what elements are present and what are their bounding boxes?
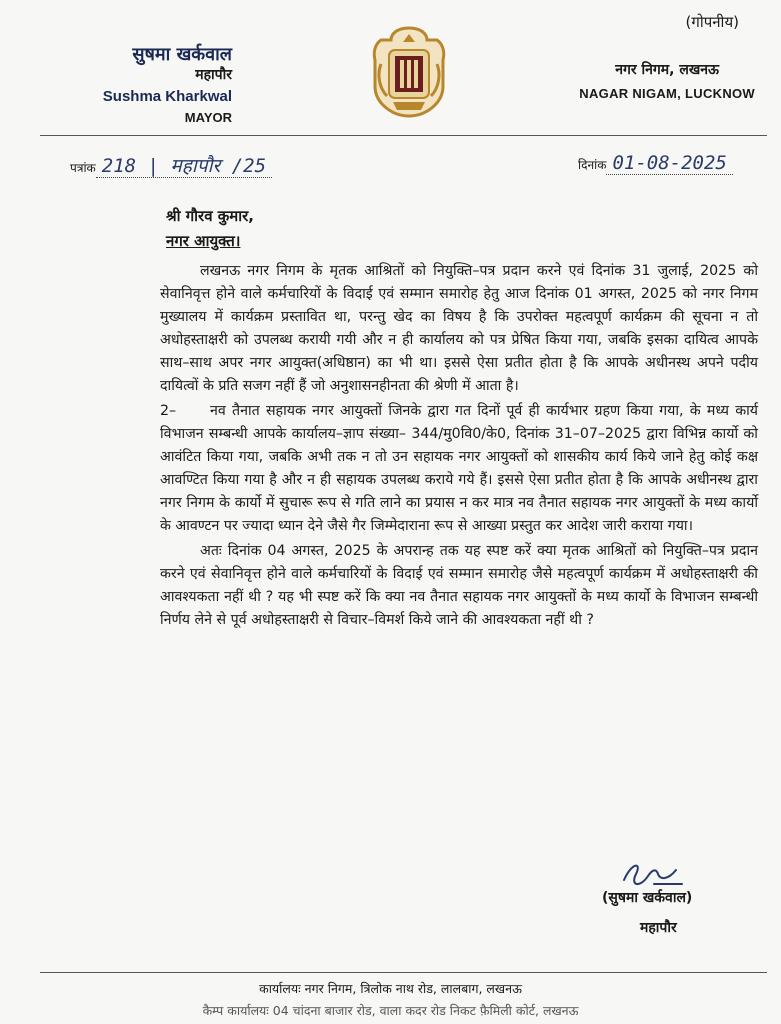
addressee-name: श्री गौरव कुमार, xyxy=(166,207,254,225)
emblem-logo xyxy=(367,24,451,120)
letter-date xyxy=(578,152,733,174)
org-name-hindi: नगर निगम, लखनऊ xyxy=(615,62,720,78)
paragraph-2-text: नव तैनात सहायक नगर आयुक्तों जिनके द्वारा गत दिनों पूर्व ही कार्यभार ग्रहण किया गया, के मध्य कार्य विभाजन सम्बन्धी आपके कार्यालय–ज्ञाप संख्या– 344/मु0वि0/के0, दिनांक 31–07–2025 द्वारा विभिन्न कार्यो को आवंटित किया गया, जबकि अभी तक न तो उन सहायक नगर आयुक्तों को शासकीय कार्य किये जाने हेतु कोई कक्ष आवण्टित किया गया है और न ही सहायक उपलब्ध कराये गये हैं। इससे ऐसा प्रतीत होता है कि आपके अधीनस्थ द्वारा नगर निगम के कार्यो में सुचारू रूप से गति लाने का प्रयास न कर मात्र नव तैनात सहायक नगर आयुक्तों के मध्य कार्यो के आवण्टन पर ज्यादा ध्यान देने जैसे गैर जिम्मेदाराना रूप से आख्या प्रस्तुत कर आदेश जारी कराया गया। xyxy=(160,403,758,534)
organization-block xyxy=(579,58,755,106)
footer-divider xyxy=(40,972,767,973)
sender-designation-hindi: महापौर xyxy=(195,67,232,83)
footer-camp-address: कैम्प कार्यालयः 04 चांदना बाजार रोड, वाला कदर रोड निकट फ़ैमिली कोर्ट, लखनऊ xyxy=(202,1003,579,1018)
sender-name-hindi: सुषमा खर्कवाल xyxy=(132,44,232,65)
paragraph-1: लखनऊ नगर निगम के मृतक आश्रितों को नियुक्ति–पत्र प्रदान करने एवं दिनांक 31 जुलाई, 2025 को सेवानिवृत्त होने वाले कर्मचारियों के विदाई एवं सम्मान समारोह हेतु आज दिनांक 01 अगस्त, 2025 को नगर निगम मुख्यालय में कार्यक्रम प्रस्तावित था, परन्तु खेद का विषय है कि उपरोक्त महत्वपूर्ण कार्यक्रम की सूचना न तो अधोहस्ताक्षरी को उपलब्ध करायी गयी और न ही कार्यालय को पत्र प्रेषित किया गया, जबकि इसका दायित्व आपके साथ–साथ अपर नगर आयुक्त(अधिष्ठान) का भी था। इससे ऐसा प्रतीत होता है कि आपके अधीनस्थ अपने पदीय दायित्वों के प्रति सजग नहीं हैं जो अनुशासनहीनता की श्रेणी में आता है। xyxy=(160,263,758,394)
signatory-designation: महापौर xyxy=(640,920,677,936)
date-label: दिनांक xyxy=(578,158,607,172)
paragraph-2-number: 2– xyxy=(160,403,177,419)
header-divider xyxy=(40,135,767,136)
reference-label: पत्रांक xyxy=(70,161,96,175)
confidential-mark: (गोपनीय) xyxy=(685,13,739,31)
paragraph-2 xyxy=(160,400,758,538)
paragraph-3: अतः दिनांक 04 अगस्त, 2025 के अपरान्ह तक यह स्पष्ट करें क्या मृतक आश्रितों को नियुक्ति–पत्र प्रदान करने एवं सेवानिवृत्त होने वाले कर्मचारियों के विदाई एवं सम्मान समारोह जैसे महत्वपूर्ण कार्यक्रम में अधोहस्ताक्षरी की आवश्यकता नहीं थी ? यह भी स्पष्ट करें कि क्या नव तैनात सहायक नगर आयुक्तों के मध्य कार्यो के विभाजन सम्बन्धी निर्णय लेने से पूर्व अधोहस्ताक्षरी से विचार–विमर्श किये जाने की आवश्यकता नहीं थी ? xyxy=(160,543,758,628)
letter-body xyxy=(160,260,758,634)
addressee-designation: नगर आयुक्त। xyxy=(166,232,241,250)
addressee-block xyxy=(166,204,254,254)
signatory-name: (सुषमा खर्कवाल) xyxy=(602,890,693,906)
footer-office-address: कार्यालयः नगर निगम, त्रिलोक नाथ रोड, लालबाग, लखनऊ xyxy=(259,981,522,996)
sender-block xyxy=(54,44,232,128)
reference-number xyxy=(70,152,272,178)
reference-value: 218 | महापौर /25 xyxy=(96,155,272,178)
org-name-english: NAGAR NIGAM, LUCKNOW xyxy=(579,86,755,101)
date-value: 01-08-2025 xyxy=(606,152,732,175)
sender-designation-english: MAYOR xyxy=(184,110,232,125)
sender-name-english: Sushma Kharkwal xyxy=(102,88,232,105)
